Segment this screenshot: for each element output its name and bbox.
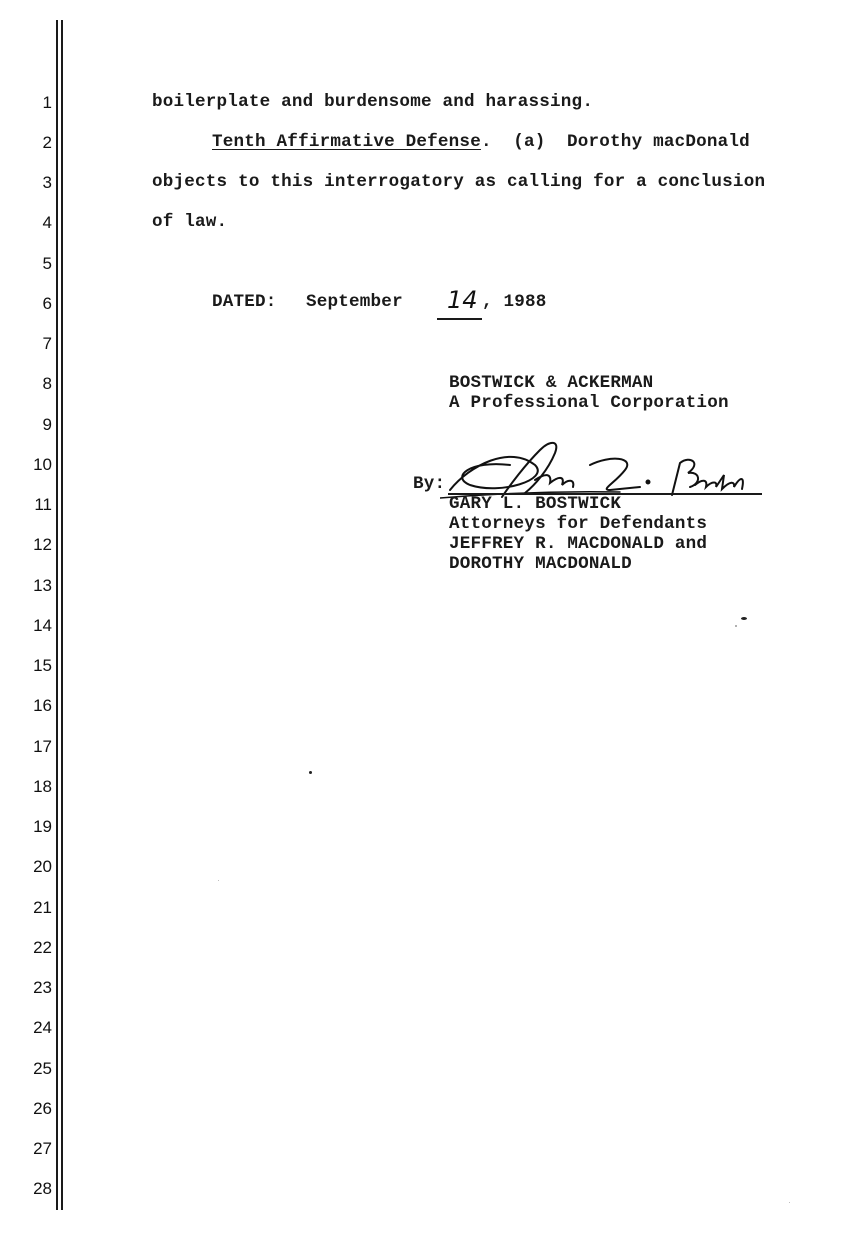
line-number: 28: [33, 1179, 52, 1198]
by-label: By:: [413, 474, 446, 494]
client-line-2: DOROTHY MACDONALD: [449, 554, 632, 574]
handwritten-day: 14: [447, 286, 478, 314]
section-heading: Tenth Affirmative Defense: [212, 132, 481, 152]
body-line-2: [212, 131, 750, 153]
scan-speck: [218, 880, 219, 881]
line-number: 19: [33, 817, 52, 836]
line-number: 2: [42, 133, 52, 152]
line-number: 16: [33, 696, 52, 715]
line-number: 7: [42, 334, 52, 353]
line-number: 11: [34, 495, 52, 514]
left-margin-rule-inner: [61, 20, 63, 1210]
signer-role: Attorneys for Defendants: [449, 514, 708, 534]
line-number: 4: [42, 213, 52, 232]
client-line-1: JEFFREY R. MACDONALD and: [449, 534, 708, 554]
body-line-4: of law.: [152, 212, 228, 232]
dated-label: DATED:: [212, 292, 277, 312]
line-number: 24: [33, 1018, 52, 1037]
line-number: 5: [42, 254, 52, 273]
line-number: 13: [33, 576, 52, 595]
body-line-2-rest: . (a) Dorothy macDonald: [480, 132, 750, 152]
line-number: 6: [42, 294, 52, 313]
scan-speck: [741, 617, 747, 620]
line-number: 10: [33, 455, 52, 474]
body-line-1: boilerplate and burdensome and harassing.: [152, 92, 594, 112]
line-number: 3: [42, 173, 52, 192]
line-number: 18: [33, 777, 52, 796]
line-number: 14: [33, 616, 52, 635]
line-number: 8: [42, 374, 52, 393]
line-number: 27: [33, 1139, 52, 1158]
line-number: 15: [33, 656, 52, 675]
date-blank-line: [437, 318, 482, 320]
line-number: 17: [33, 737, 52, 756]
firm-type: A Professional Corporation: [449, 393, 729, 413]
left-margin-rule: [56, 20, 58, 1210]
line-number: 20: [33, 857, 52, 876]
line-number: 9: [42, 415, 52, 434]
line-number: 23: [33, 978, 52, 997]
line-number: 22: [33, 938, 52, 957]
signer-name: GARY L. BOSTWICK: [449, 494, 622, 514]
line-number: 21: [33, 898, 52, 917]
firm-name: BOSTWICK & ACKERMAN: [449, 373, 654, 393]
dated-year: , 1988: [482, 292, 547, 312]
body-line-3: objects to this interrogatory as calling for a conclusion: [152, 172, 766, 192]
dated-month: September: [306, 292, 403, 312]
line-number: 12: [33, 535, 52, 554]
scan-speck: [735, 625, 737, 627]
line-number: 26: [33, 1099, 52, 1118]
scan-speck: [309, 771, 312, 774]
line-number: 25: [33, 1059, 52, 1078]
line-number: 1: [42, 93, 52, 112]
scan-speck: [789, 1202, 790, 1203]
